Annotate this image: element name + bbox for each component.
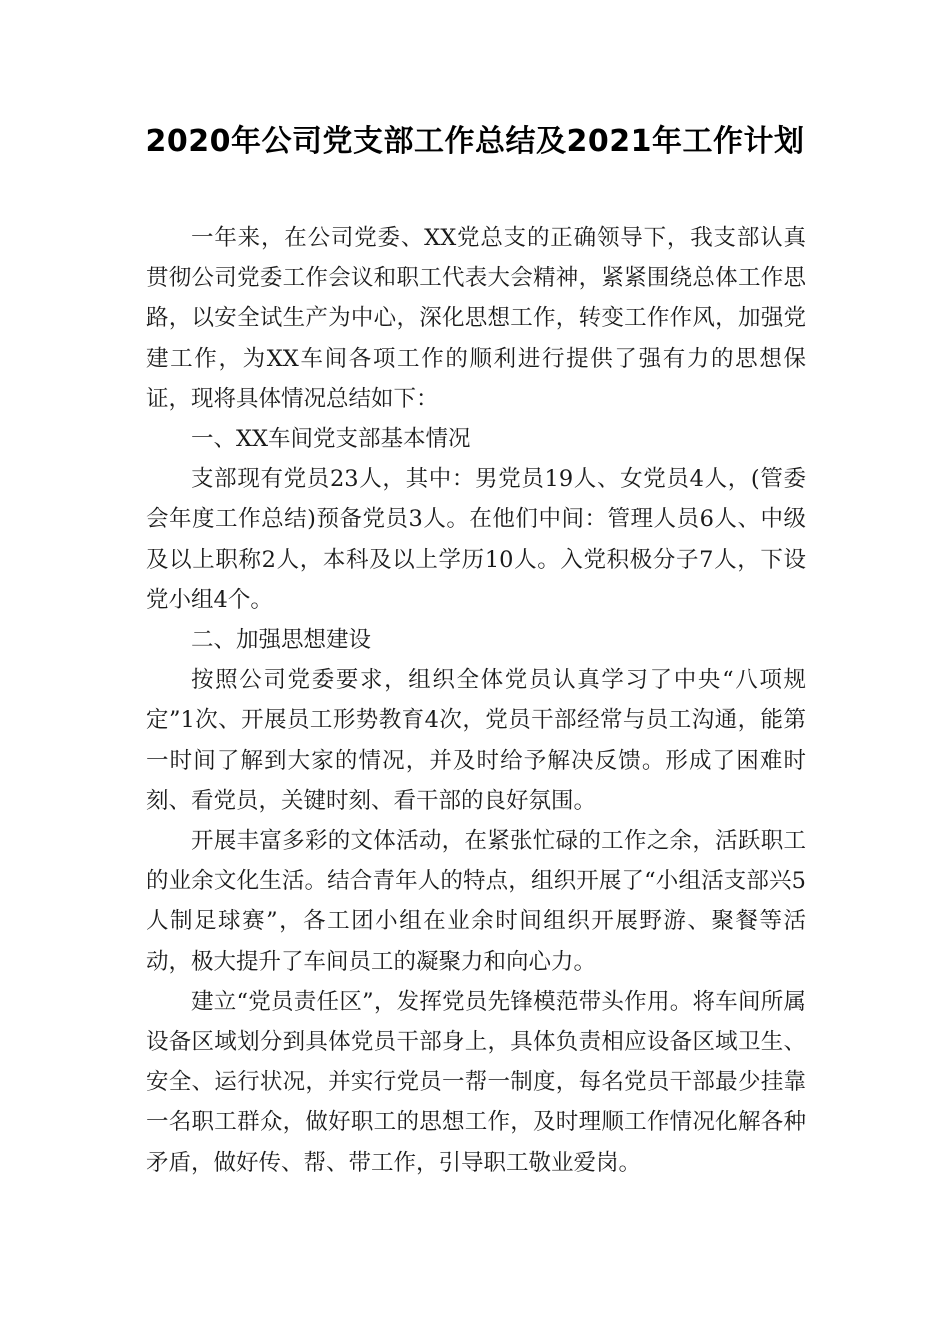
paragraph-responsibility: 建立“党员责任区”，发挥党员先锋模范带头作用。将车间所属设备区域划分到具体党员干部身上，具体负责相应设备区域卫生、安全、运行状况，并实行党员一帮一制度，每名党员干部最少挂靠一名职工群众，做好职工的思想工作，及时理顺工作情况化解各种矛盾，做好传、帮、带工作，引导职工敬业爱岗。 — [146, 988, 806, 1176]
paragraph-intro: 一年来，在公司党委、XX党总支的正确领导下，我支部认真贯彻公司党委工作会议和职工代表大会精神，紧紧围绕总体工作思路，以安全试生产为中心，深化思想工作，转变工作作风，加强党建工作，为XX车间各项工作的顺利进行提供了强有力的思想保证，现将具体情况总结如下： — [146, 225, 806, 412]
paragraph-activities: 开展丰富多彩的文体活动，在紧张忙碌的工作之余，活跃职工的业余文化生活。结合青年人的特点，组织开展了“小组活支部兴5人制足球赛”，各工团小组在业余时间组织开展野游、聚餐等活动，极大提升了车间员工的凝聚力和向心力。 — [146, 828, 806, 975]
section-heading-1: 一、XX车间党支部基本情况 — [191, 426, 471, 453]
document-body — [146, 218, 806, 1183]
paragraph-branch-info: 支部现有党员23人，其中：男党员19人、女党员4人，(管委会年度工作总结)预备党员3人。在他们中间：管理人员6人、中级及以上职称2人，本科及以上学历10人。入党积极分子7人，下设党小组4个。 — [146, 466, 806, 613]
document-title: 2020年公司党支部工作总结及2021年工作计划 — [145, 124, 805, 159]
section-heading-2: 二、加强思想建设 — [191, 627, 372, 654]
paragraph-study: 按照公司党委要求，组织全体党员认真学习了中央“八项规定”1次、开展员工形势教育4次，党员干部经常与员工沟通，能第一时间了解到大家的情况，并及时给予解决反馈。形成了困难时刻、看党员，关键时刻、看干部的良好氛围。 — [146, 667, 806, 814]
